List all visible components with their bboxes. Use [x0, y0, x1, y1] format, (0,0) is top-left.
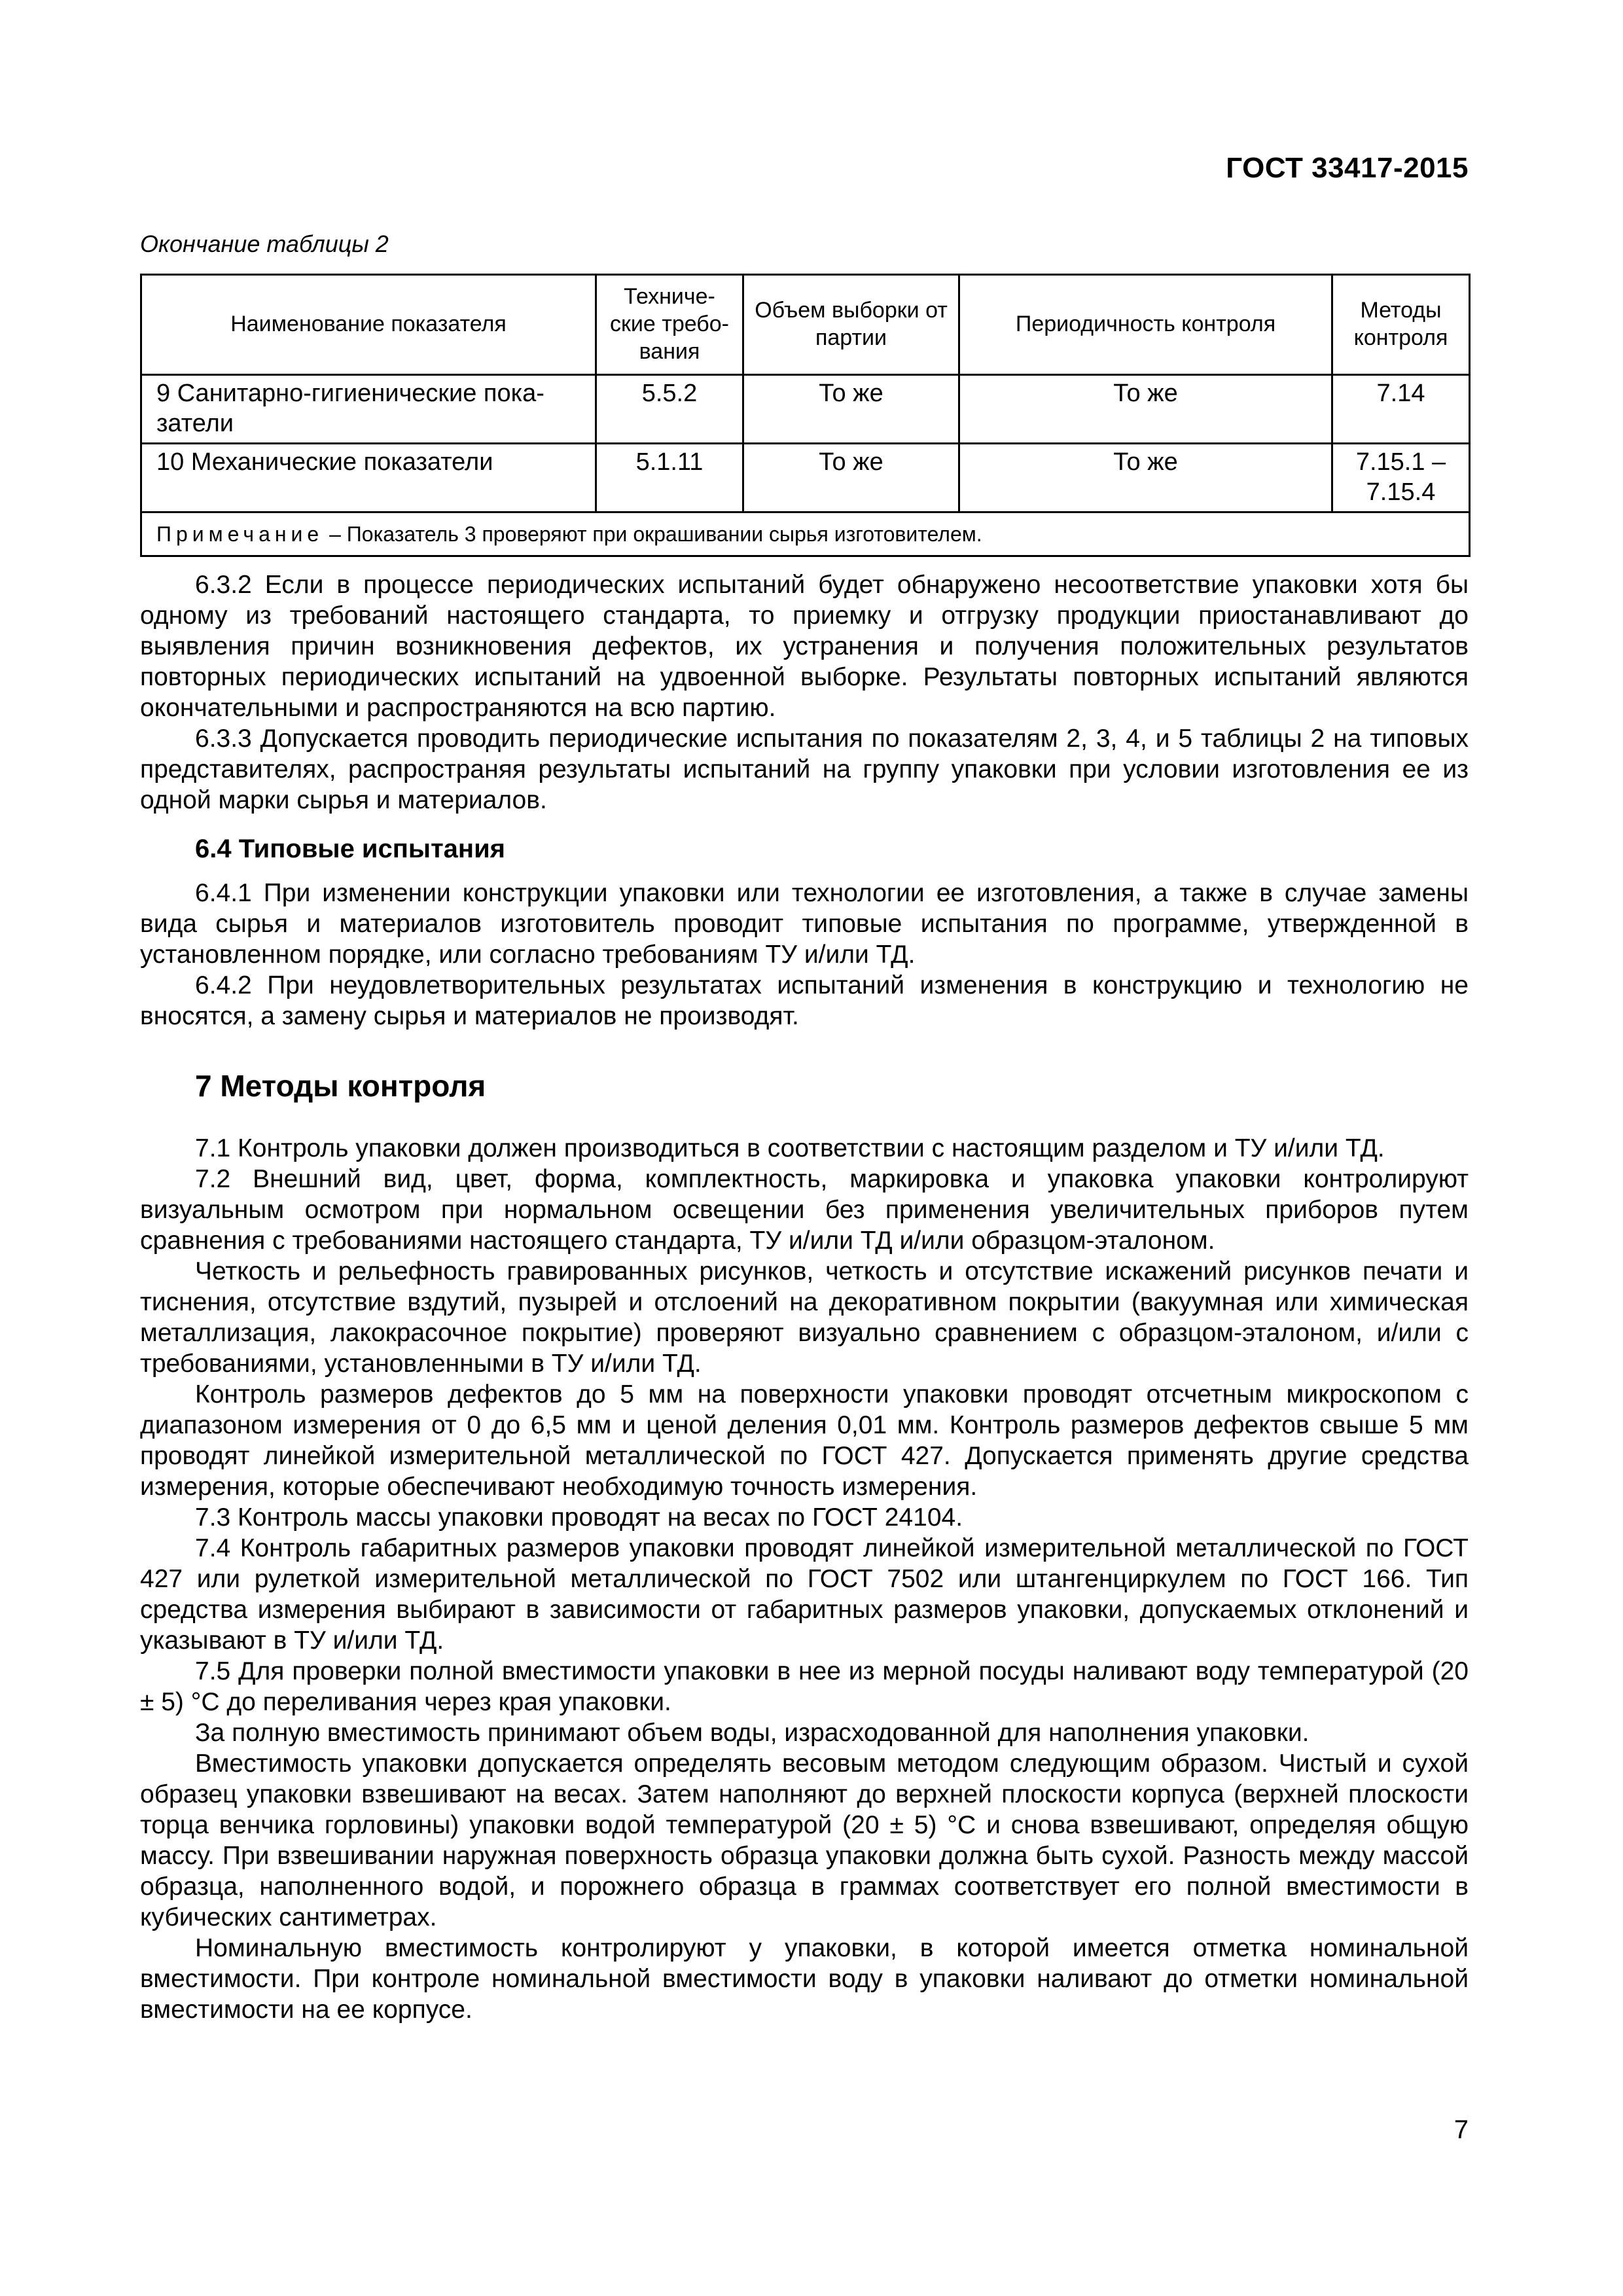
paragraph-7-2: 7.2 Внешний вид, цвет, форма, комплектность, маркировка и упаковка упаковки контролируют визуальным осмотром при нормальном освещении без применения увеличительных приборов путем сравнения с требованиями настоящего стандарта, ТУ и/или ТД и/или образцом-эталоном. [140, 1165, 1469, 1255]
table-cell: То же [743, 375, 959, 444]
table-cell: 9 Санитарно-гигиенические пока-затели [141, 375, 596, 444]
column-header: Методы контроля [1332, 275, 1470, 375]
note-text: – Показатель 3 проверяют при окрашивании сырья изготовителем. [323, 522, 982, 546]
paragraph-7-5-b: За полную вместимость принимают объем воды, израсходованной для наполнения упаковки. [195, 1719, 1310, 1747]
column-header: Наименование показателя [141, 275, 596, 375]
heading-7: 7 Методы контроля [195, 1069, 486, 1103]
table-cell: 5.1.11 [596, 444, 743, 512]
table-cell: То же [959, 375, 1332, 444]
table-cell: То же [959, 444, 1332, 512]
table-row [141, 375, 1470, 444]
paragraph-6-3-2: 6.3.2 Если в процессе периодических испытаний будет обнаружено несоответствие упаковки хотя бы одному из требований настоящего стандарта, то приемку и отгрузку продукции приостанавливают до выявления причин возникновения дефектов, их устранения и получения положительных результатов повторных периодических испытаний на удвоенной выборке. Результаты повторных испытаний являются окончательными и распространяются на всю партию. [140, 571, 1469, 722]
column-header: Объем выборки от партии [743, 275, 959, 375]
table-header-row [141, 275, 1470, 375]
paragraph-7-5: 7.5 Для проверки полной вместимости упаковки в нее из мерной посуды наливают воду температурой (20 ± 5) °С до переливания через края упаковки. [140, 1657, 1469, 1716]
table-cell: 7.14 [1332, 375, 1470, 444]
column-header: Периодичность контроля [959, 275, 1332, 375]
document-code: ГОСТ 33417-2015 [1226, 152, 1469, 184]
table-row [141, 444, 1470, 512]
document-body [140, 569, 1469, 2025]
table-note [141, 512, 1470, 556]
table-cell: 5.5.2 [596, 375, 743, 444]
paragraph-7-5-d: Номинальную вместимость контролируют у упаковки, в которой имеется отметка номинальной вместимости. При контроле номинальной вместимости воду в упаковки наливают до отметки номинальной вместимости на ее корпусе. [140, 1934, 1469, 2024]
table-cell: То же [743, 444, 959, 512]
table-2 [140, 274, 1471, 557]
page-number: 7 [1454, 2115, 1469, 2144]
paragraph-7-2-c: Контроль размеров дефектов до 5 мм на поверхности упаковки проводят отсчетным микроскопом с диапазоном измерения от 0 до 6,5 мм и ценой деления 0,01 мм. Контроль размеров дефектов свыше 5 мм проводят линейкой измерительной металлической по ГОСТ 427. Допускается применять другие средства измерения, которые обеспечивают необходимую точность измерения. [140, 1380, 1469, 1501]
table-cell: 7.15.1 – 7.15.4 [1332, 444, 1470, 512]
table-caption: Окончание таблицы 2 [140, 230, 389, 257]
paragraph-7-5-c: Вместимость упаковки допускается определять весовым методом следующим образом. Чистый и сухой образец упаковки взвешивают на весах. Затем наполняют до верхней плоскости корпуса (верхней плоскости торца венчика горловины) упаковки водой температурой (20 ± 5) °С и снова взвешивают, определяя общую массу. При взвешивании наружная поверхность образца упаковки должна быть сухой. Разность между массой образца, наполненного водой, и порожнего образца в граммах соответствует его полной вместимости в кубических сантиметрах. [140, 1749, 1469, 1931]
paragraph-6-4-2: 6.4.2 При неудовлетворительных результатах испытаний изменения в конструкцию и технологию не вносятся, а замену сырья и материалов не производят. [140, 971, 1469, 1030]
heading-6-4: 6.4 Типовые испытания [195, 834, 506, 863]
paragraph-7-1: 7.1 Контроль упаковки должен производиться в соответствии с настоящим разделом и ТУ и/или ТД. [195, 1134, 1385, 1162]
table-note-row [141, 512, 1470, 556]
paragraph-6-4-1: 6.4.1 При изменении конструкции упаковки или технологии ее изготовления, а также в случае замены вида сырья и материалов изготовитель проводит типовые испытания по программе, утвержденной в установленном порядке, или согласно требованиям ТУ и/или ТД. [140, 879, 1469, 969]
column-header: Техниче-ские требо-вания [596, 275, 743, 375]
paragraph-7-3: 7.3 Контроль массы упаковки проводят на весах по ГОСТ 24104. [195, 1503, 963, 1532]
paragraph-7-2-b: Четкость и рельефность гравированных рисунков, четкость и отсутствие искажений рисунков печати и тиснения, отсутствие вздутий, пузырей и отслоений на декоративном покрытии (вакуумная или химическая металлизация, лакокрасочное покрытие) проверяют визуально сравнением с образцом-эталоном, и/или с требованиями, установленными в ТУ и/или ТД. [140, 1257, 1469, 1378]
note-label: Примечание [156, 522, 324, 546]
table-cell: 10 Механические показатели [141, 444, 596, 512]
paragraph-7-4: 7.4 Контроль габаритных размеров упаковки проводят линейкой измерительной металлической по ГОСТ 427 или рулеткой измерительной металлической по ГОСТ 7502 или штангенциркулем по ГОСТ 166. Тип средства измерения выбирают в зависимости от габаритных размеров упаковки, допускаемых отклонений и указывают в ТУ и/или ТД. [140, 1534, 1469, 1655]
paragraph-6-3-3: 6.3.3 Допускается проводить периодические испытания по показателям 2, 3, 4, и 5 таблицы 2 на типовых представителях, распространяя результаты испытаний на группу упаковки при условии изготовления ее из одной марки сырья и материалов. [140, 725, 1469, 814]
